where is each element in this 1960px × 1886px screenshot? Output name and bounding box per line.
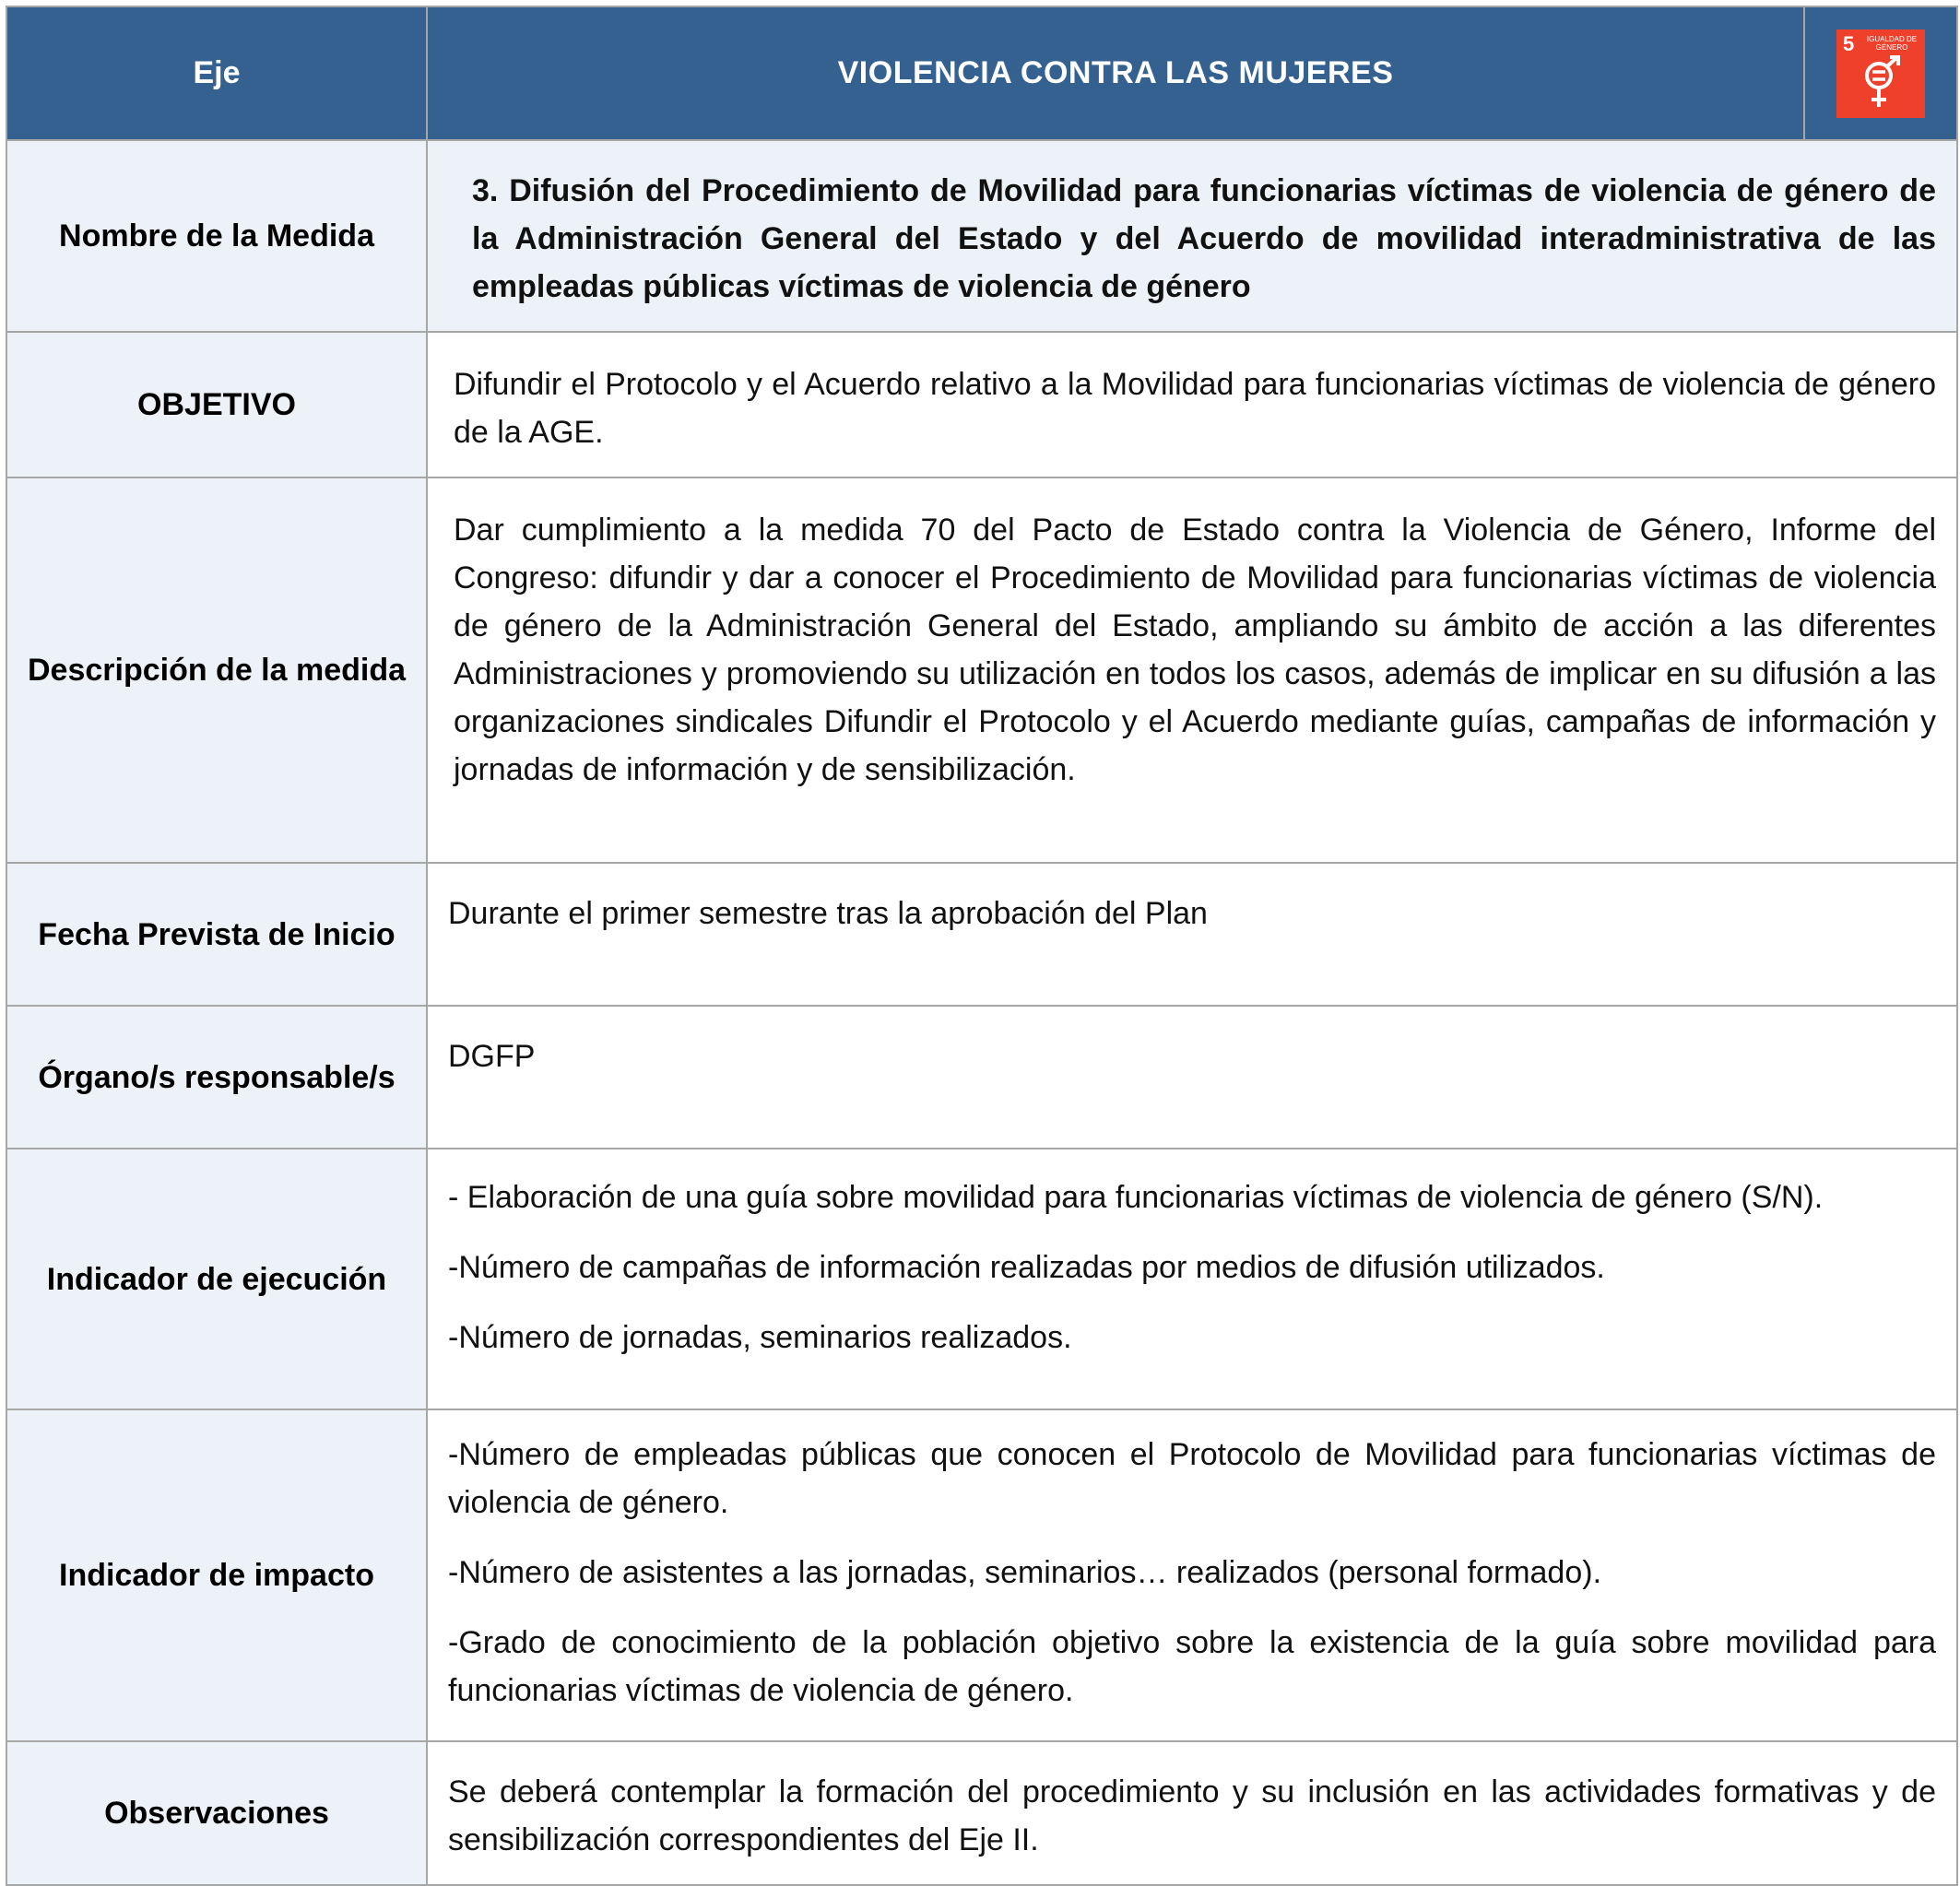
ejecucion-item: -Número de jornadas, seminarios realizados. <box>448 1320 1072 1355</box>
observaciones-label: Observaciones <box>6 1741 427 1885</box>
nombre-value: 3. Difusión del Procedimiento de Movilidad para funcionarias víctimas de violencia de género de la Administración General del Estado y del Acuerdo de movilidad interadministrativa de las empleadas públicas víctimas de violencia de género <box>427 140 1957 332</box>
row-organo <box>6 1006 1957 1149</box>
fecha-label: Fecha Prevista de Inicio <box>6 863 427 1006</box>
row-objetivo <box>6 332 1957 477</box>
eje-label: Eje <box>6 6 427 140</box>
impacto-item: -Número de asistentes a las jornadas, seminarios… realizados (personal formado). <box>448 1555 1602 1590</box>
row-observaciones <box>6 1741 1957 1885</box>
sdg-5-logo <box>1836 29 1925 118</box>
row-fecha <box>6 863 1957 1006</box>
organo-label: Órgano/s responsable/s <box>6 1006 427 1149</box>
row-ejecucion <box>6 1149 1957 1409</box>
ejecucion-item: - Elaboración de una guía sobre movilidad para funcionarias víctimas de violencia de género (S/N). <box>448 1180 1824 1215</box>
impacto-value <box>427 1409 1957 1741</box>
objetivo-value: Difundir el Protocolo y el Acuerdo relativo a la Movilidad para funcionarias víctimas de violencia de género de la AGE. <box>427 332 1957 477</box>
measure-sheet <box>6 6 1956 1886</box>
row-descripcion <box>6 477 1957 863</box>
fecha-value: Durante el primer semestre tras la aprobación del Plan <box>427 863 1957 1006</box>
observaciones-value: Se deberá contemplar la formación del procedimiento y su inclusión en las actividades formativas y de sensibilización correspondientes del Eje II. <box>427 1741 1957 1885</box>
sdg-logo-cell <box>1804 6 1957 140</box>
row-nombre <box>6 140 1957 332</box>
organo-value: DGFP <box>427 1006 1957 1149</box>
gender-equality-icon <box>1857 55 1905 111</box>
header-row <box>6 6 1957 140</box>
ejecucion-item: -Número de campañas de información realizadas por medios de difusión utilizados. <box>448 1250 1605 1285</box>
objetivo-label: OBJETIVO <box>6 332 427 477</box>
sdg-label: IGUALDAD DE GÉNERO <box>1866 34 1918 52</box>
descripcion-label: Descripción de la medida <box>6 477 427 863</box>
descripcion-value: Dar cumplimiento a la medida 70 del Pacto de Estado contra la Violencia de Género, Informe del Congreso: difundir y dar a conocer el Procedimiento de Movilidad para funcionarias víctimas de violencia de género de la Administración General del Estado, ampliando su ámbito de acción a las diferentes Administraciones y promoviendo su utilización en todos los casos, además de implicar en su difusión a las organizaciones sindicales Difundir el Protocolo y el Acuerdo mediante guías, campañas de información y jornadas de información y de sensibilización. <box>427 477 1957 863</box>
impacto-item: -Número de empleadas públicas que conocen el Protocolo de Movilidad para funcionarias víctimas de violencia de género. <box>448 1437 1936 1520</box>
axis-title: VIOLENCIA CONTRA LAS MUJERES <box>427 6 1804 140</box>
measure-table <box>6 6 1958 1886</box>
row-impacto <box>6 1409 1957 1741</box>
ejecucion-value <box>427 1149 1957 1409</box>
sdg-number: 5 <box>1843 31 1855 55</box>
impacto-label: Indicador de impacto <box>6 1409 427 1741</box>
impacto-item: -Grado de conocimiento de la población objetivo sobre la existencia de la guía sobre movilidad para funcionarias víctimas de violencia de género. <box>448 1625 1936 1708</box>
nombre-label: Nombre de la Medida <box>6 140 427 332</box>
ejecucion-label: Indicador de ejecución <box>6 1149 427 1409</box>
